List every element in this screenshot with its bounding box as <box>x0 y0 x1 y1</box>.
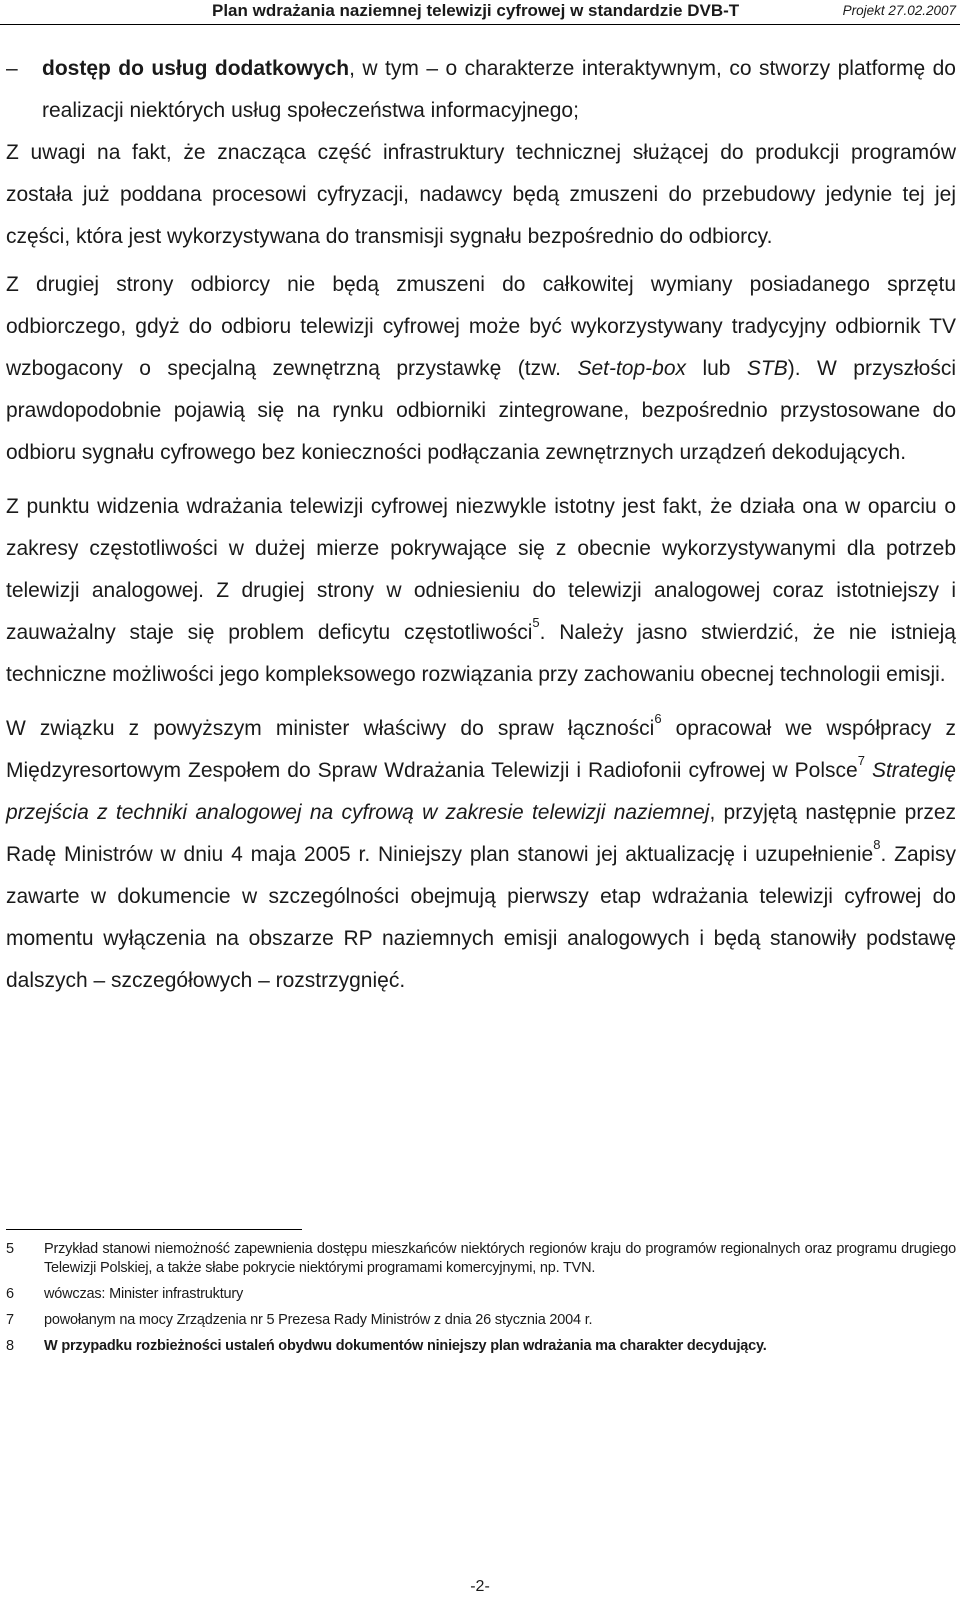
footnote-7 <box>6 1311 956 1330</box>
footnote-5 <box>6 1240 956 1278</box>
footnote-number: 7 <box>6 1312 14 1328</box>
footnote-number: 6 <box>6 1286 14 1302</box>
paragraph-4 <box>6 708 956 1002</box>
p4-text-e: . Zapisy zawarte w dokumencie w szczególności obejmują pierwszy etap wdrażania telewizji cyfrowej do momentu wyłączenia na obszarze RP naziemnych emisji analogowych i będą stanowiły podstawę dalszych – szczegółowych – rozstrzygnięć. <box>6 843 956 992</box>
document-body <box>6 48 956 1014</box>
p2-italic-stb: STB <box>746 357 788 380</box>
p3-text-a: Z punktu widzenia wdrażania telewizji cyfrowej niezwykle istotny jest fakt, że działa ona w oparciu o zakresy częstotliwości w dużej mierze pokrywające się z obecnie wykorzystywanymi dla potrzeb telewizji analogowej. Z drugiej strony w odniesieniu do telewizji analogowej coraz istotniejszy i zauważalny staje się problem deficytu częstotliwości <box>6 495 956 644</box>
bullet-dash: – <box>6 57 18 80</box>
footnote-6 <box>6 1285 956 1304</box>
footnote-text: powołanym na mocy Zrządzenia nr 5 Prezesa Rady Ministrów z dnia 26 stycznia 2004 r. <box>44 1312 593 1328</box>
footnote-number: 5 <box>6 1241 14 1257</box>
footnote-number: 8 <box>6 1338 14 1354</box>
p2-italic-set-top-box: Set-top-box <box>577 357 686 380</box>
page-header <box>0 0 960 25</box>
paragraph-2 <box>6 264 956 474</box>
paragraph-1: Z uwagi na fakt, że znacząca część infrastruktury technicznej służącej do produkcji programów została już poddana procesowi cyfryzacji, nadawcy będą zmuszeni do przebudowy jedynie tej jej części, która jest wykorzystywana do transmisji sygnału bezpośrednio do odbiorcy. <box>6 141 956 248</box>
bullet-item <box>6 48 956 132</box>
footnote-separator <box>6 1229 302 1230</box>
footnote-ref-5[interactable]: 5 <box>532 615 540 630</box>
footnote-ref-6[interactable]: 6 <box>654 711 662 726</box>
footnote-text: W przypadku rozbieżności ustaleń obydwu dokumentów niniejszy plan wdrażania ma charakter decydujący. <box>44 1338 767 1354</box>
bullet-text <box>42 48 956 132</box>
page-number: -2- <box>470 1578 490 1595</box>
paragraph-3 <box>6 486 956 696</box>
bullet-body: , w tym – o charakterze interaktywnym, co stworzy platformę do realizacji niektórych usług społeczeństwa informacyjnego; <box>42 57 956 122</box>
header-project-date: Projekt 27.02.2007 <box>842 3 956 18</box>
header-title: Plan wdrażania naziemnej telewizji cyfrowej w standardzie DVB-T <box>212 1 740 20</box>
footnotes <box>6 1240 956 1363</box>
p2-text-a: Z drugiej strony odbiorcy nie będą zmuszeni do całkowitej wymiany posiadanego sprzętu odbiorczego, gdyż do odbioru telewizji cyfrowej może być wykorzystywany tradycyjny odbiornik TV wzbogacony o specjalną zewnętrzną przystawkę (tzw. <box>6 273 956 380</box>
bullet-heading: dostęp do usług dodatkowych <box>42 57 350 80</box>
footnote-text: Przykład stanowi niemożność zapewnienia dostępu mieszkańców niektórych regionów kraju do programów regionalnych oraz programu drugiego Telewizji Polskiej, a także słabe pokrycie niektórymi programami komercyjnymi, np. TVN. <box>44 1241 956 1276</box>
p4-italic-strategy-title: Strategię przejścia z techniki analogowej na cyfrową w zakresie telewizji naziemnej <box>6 759 956 824</box>
p3-text-b: . Należy jasno stwierdzić, że nie istnieją techniczne możliwości jego kompleksowego rozwiązania przy zachowaniu obecnej technologii emisji. <box>6 621 956 686</box>
p4-text-b: opracował we współpracy z Międzyresortowym Zespołem do Spraw Wdrażania Telewizji i Radiofonii cyfrowej w Polsce <box>6 717 956 782</box>
footnote-ref-8[interactable]: 8 <box>873 837 881 852</box>
p2-text-b: lub <box>686 357 747 380</box>
footnote-ref-7[interactable]: 7 <box>857 753 865 768</box>
footnote-8 <box>6 1337 956 1356</box>
p2-text-c: ). W przyszłości prawdopodobnie pojawią się na rynku odbiorniki zintegrowane, bezpośrednio przystosowane do odbioru sygnału cyfrowego bez konieczności podłączania zewnętrznych urządzeń dekodujących. <box>6 357 956 464</box>
p4-text-c <box>865 759 872 782</box>
p4-text-a: W związku z powyższym minister właściwy do spraw łączności <box>6 717 655 740</box>
p4-text-d: , przyjętą następnie przez Radę Ministrów w dniu 4 maja 2005 r. Niniejszy plan stanowi jej aktualizację i uzupełnienie <box>6 801 956 866</box>
footnote-text: wówczas: Minister infrastruktury <box>44 1286 244 1302</box>
